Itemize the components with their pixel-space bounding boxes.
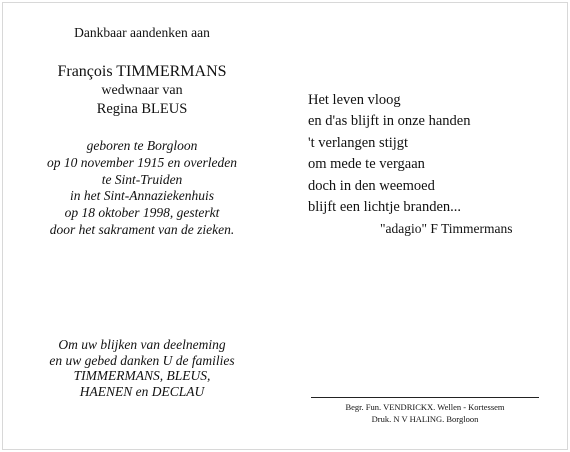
poem-line: Het leven vloog: [308, 92, 401, 108]
poem-attribution: "adagio" F Timmermans: [380, 221, 513, 236]
birth-date-line: op 10 november 1915 en overleden: [46, 154, 238, 170]
hospital-line: in het Sint-Annaziekenhuis: [70, 188, 214, 204]
poem-line: om mede te vergaan: [308, 156, 425, 173]
families-line: HAENEN en DECLAU: [79, 383, 205, 399]
thanks-line: en uw gebed danken U de families: [49, 352, 235, 368]
widower-of-label: wedwnaar van: [101, 83, 183, 98]
poem-line: 't verlangen stijgt: [308, 134, 409, 151]
printer-line: Druk. N V HALING. Borgloon: [371, 413, 479, 424]
thanks-line: Om uw blijken van deelneming: [58, 337, 226, 352]
funeral-home-line: Begr. Fun. VENDRICKX. Wellen - Kortessem: [345, 402, 505, 412]
families-line: TIMMERMANS, BLEUS,: [73, 368, 211, 383]
poem: [308, 90, 548, 218]
birth-line: geboren te Borgloon: [86, 138, 198, 153]
death-date-line: op 18 oktober 1998, gesterkt: [64, 205, 220, 221]
life-details: [14, 138, 270, 239]
dedication-panel: [14, 24, 270, 239]
death-place-line: te Sint-Truiden: [101, 171, 183, 187]
poem-line: blijft een lichtje branden...: [308, 199, 462, 216]
divider-line: [311, 397, 539, 398]
dedication-heading: Dankbaar aandenken aan: [74, 25, 210, 40]
sacrament-line: door het sakrament van de zieken.: [49, 221, 235, 237]
family-thanks: [14, 337, 270, 399]
deceased-name: François TIMMERMANS: [57, 63, 227, 80]
spouse-name: Regina BLEUS: [96, 101, 188, 117]
poem-line: en d'as blijft in onze handen: [308, 113, 471, 130]
poem-line: doch in den weemoed: [308, 177, 435, 194]
printer-credits: [300, 402, 550, 425]
